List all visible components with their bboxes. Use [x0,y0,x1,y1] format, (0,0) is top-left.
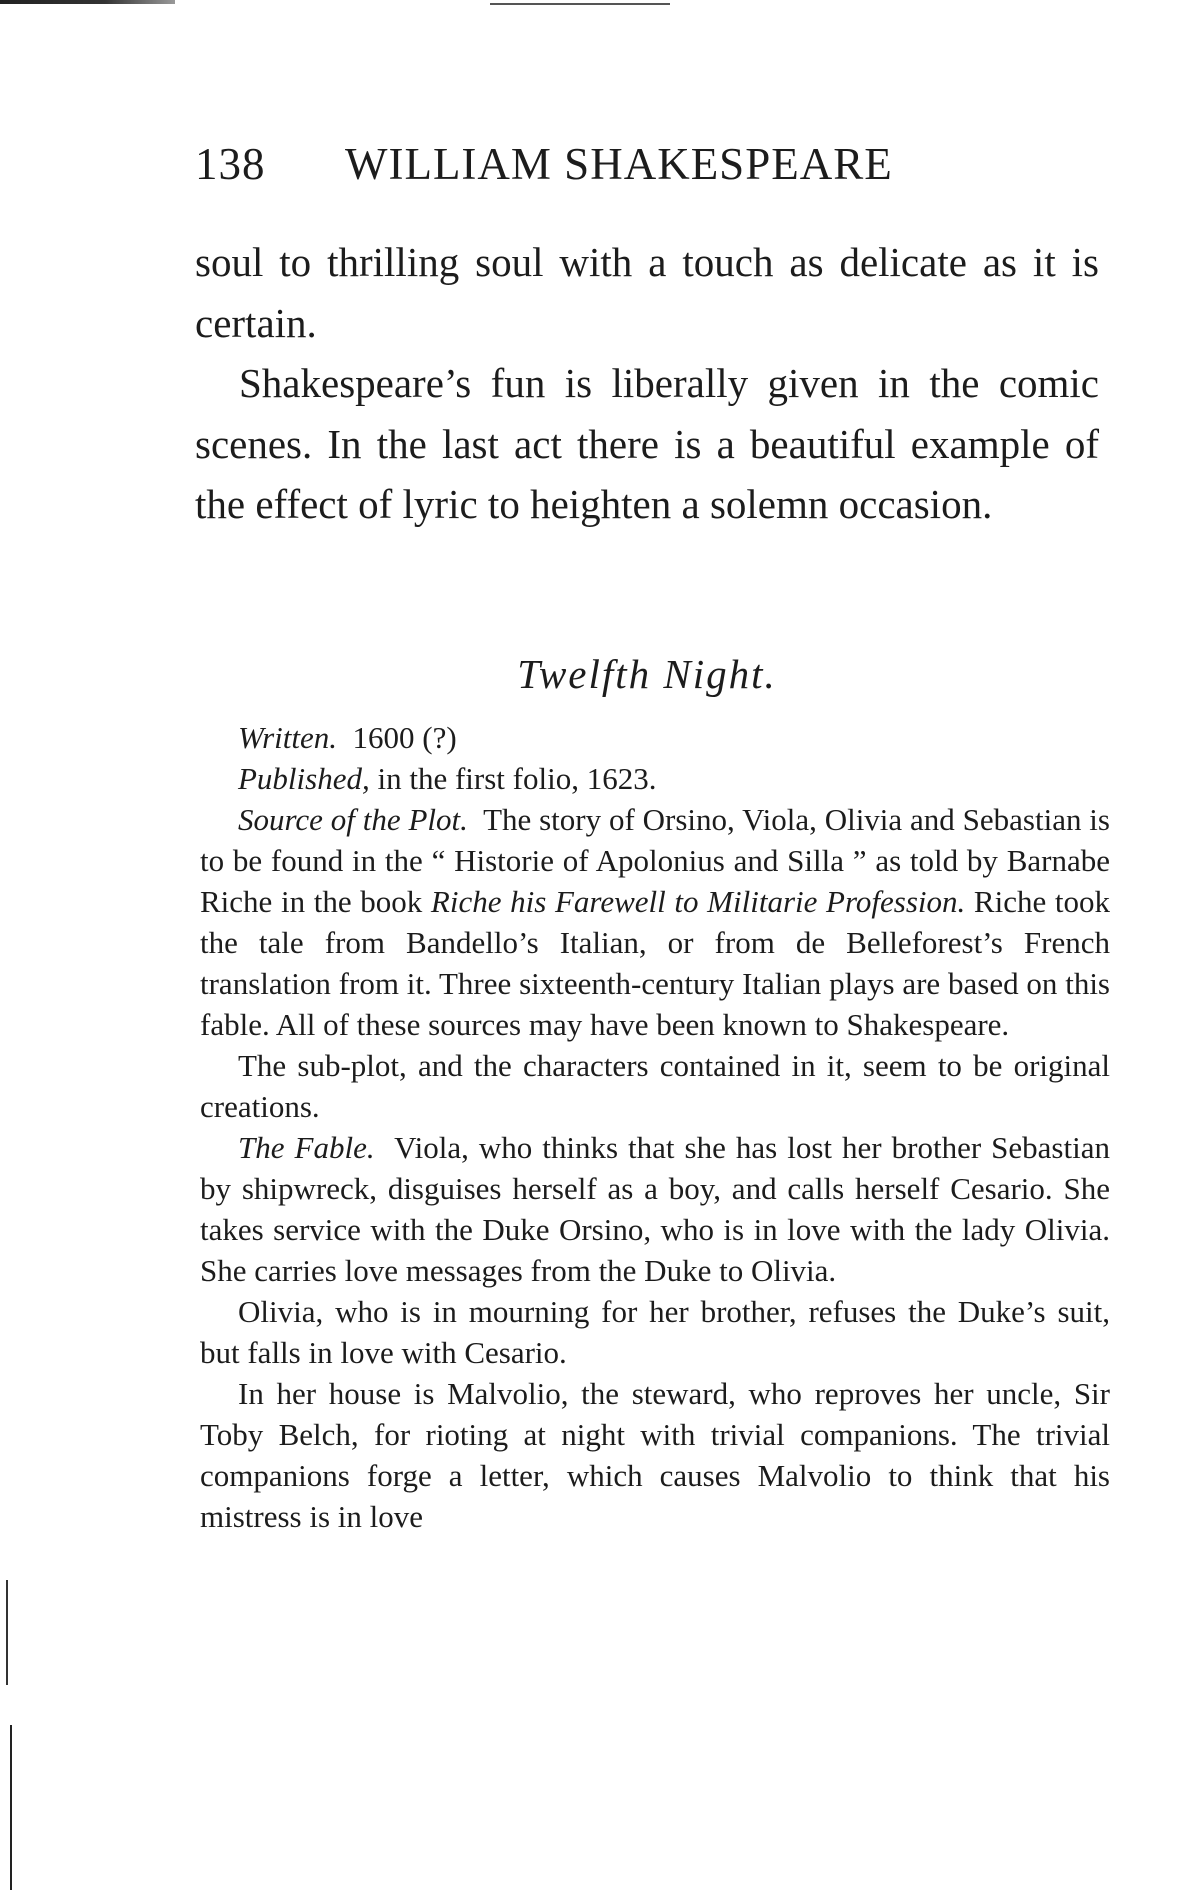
page-number: 138 [195,139,266,189]
written-entry [200,717,1110,758]
published-value: in the first folio, 1623. [377,761,657,796]
malvolio-paragraph: In her house is Malvolio, the steward, who reproves her uncle, Sir Toby Belch, for rioting at night with trivial companions. The trivial companions forge a letter, which causes Malvolio to think that his mistress is in love [200,1376,1110,1534]
source-text-1: The story of Orsino, Viola, Olivia and Sebastian is to be found in the “ Historie of Apolonius and Silla ” as told by Barnabe Riche in the book [200,802,1110,919]
subplot-paragraph: The sub-plot, and the characters contained in it, seem to be original creations. [200,1048,1110,1124]
fable-entry [200,1127,1110,1291]
running-title: WILLIAM SHAKESPEARE [345,139,893,189]
continuation-paragraph: soul to thrilling soul with a touch as delicate as it is certain. [195,239,1099,346]
source-entry [200,799,1110,1045]
written-value: 1600 (?) [352,720,457,755]
source-text-2: Riche took the tale from Bandello’s Italian, or from de Belleforest’s French translation from it. Three sixteenth-century Italian plays are based on this fable. All of these sources may have been known to Shakespeare. [200,884,1110,1042]
fable-text: Viola, who thinks that she has lost her brother Sebastian by shipwreck, disguises herself as a boy, and calls herself Cesario. She takes service with the Duke Orsino, who is in love with the lady Olivia. She carries love messages from the Duke to Olivia. [200,1130,1110,1288]
fable-label: The Fable. [238,1130,375,1165]
source-label: Source of the Plot. [238,802,468,837]
olivia-paragraph: Olivia, who is in mourning for her brother, refuses the Duke’s suit, but falls in love with Cesario. [200,1294,1110,1370]
scan-artifact [0,0,175,4]
scan-artifact [490,3,670,5]
published-entry [200,758,1110,799]
scan-artifact [10,1725,12,1890]
body-text-upper [195,232,1099,535]
source-book-title: Riche his Farewell to Militarie Profession. [430,884,966,919]
scan-artifact [6,1580,8,1685]
written-label: Written. [238,720,338,755]
fun-paragraph: Shakespeare’s fun is liberally given in the comic scenes. In the last act there is a beautiful example of the effect of lyric to heighten a solemn occasion. [195,360,1099,527]
published-label: Published, [238,761,370,796]
body-text-lower [200,717,1110,1537]
section-title: Twelfth Night. [517,651,777,697]
running-head [195,138,955,190]
